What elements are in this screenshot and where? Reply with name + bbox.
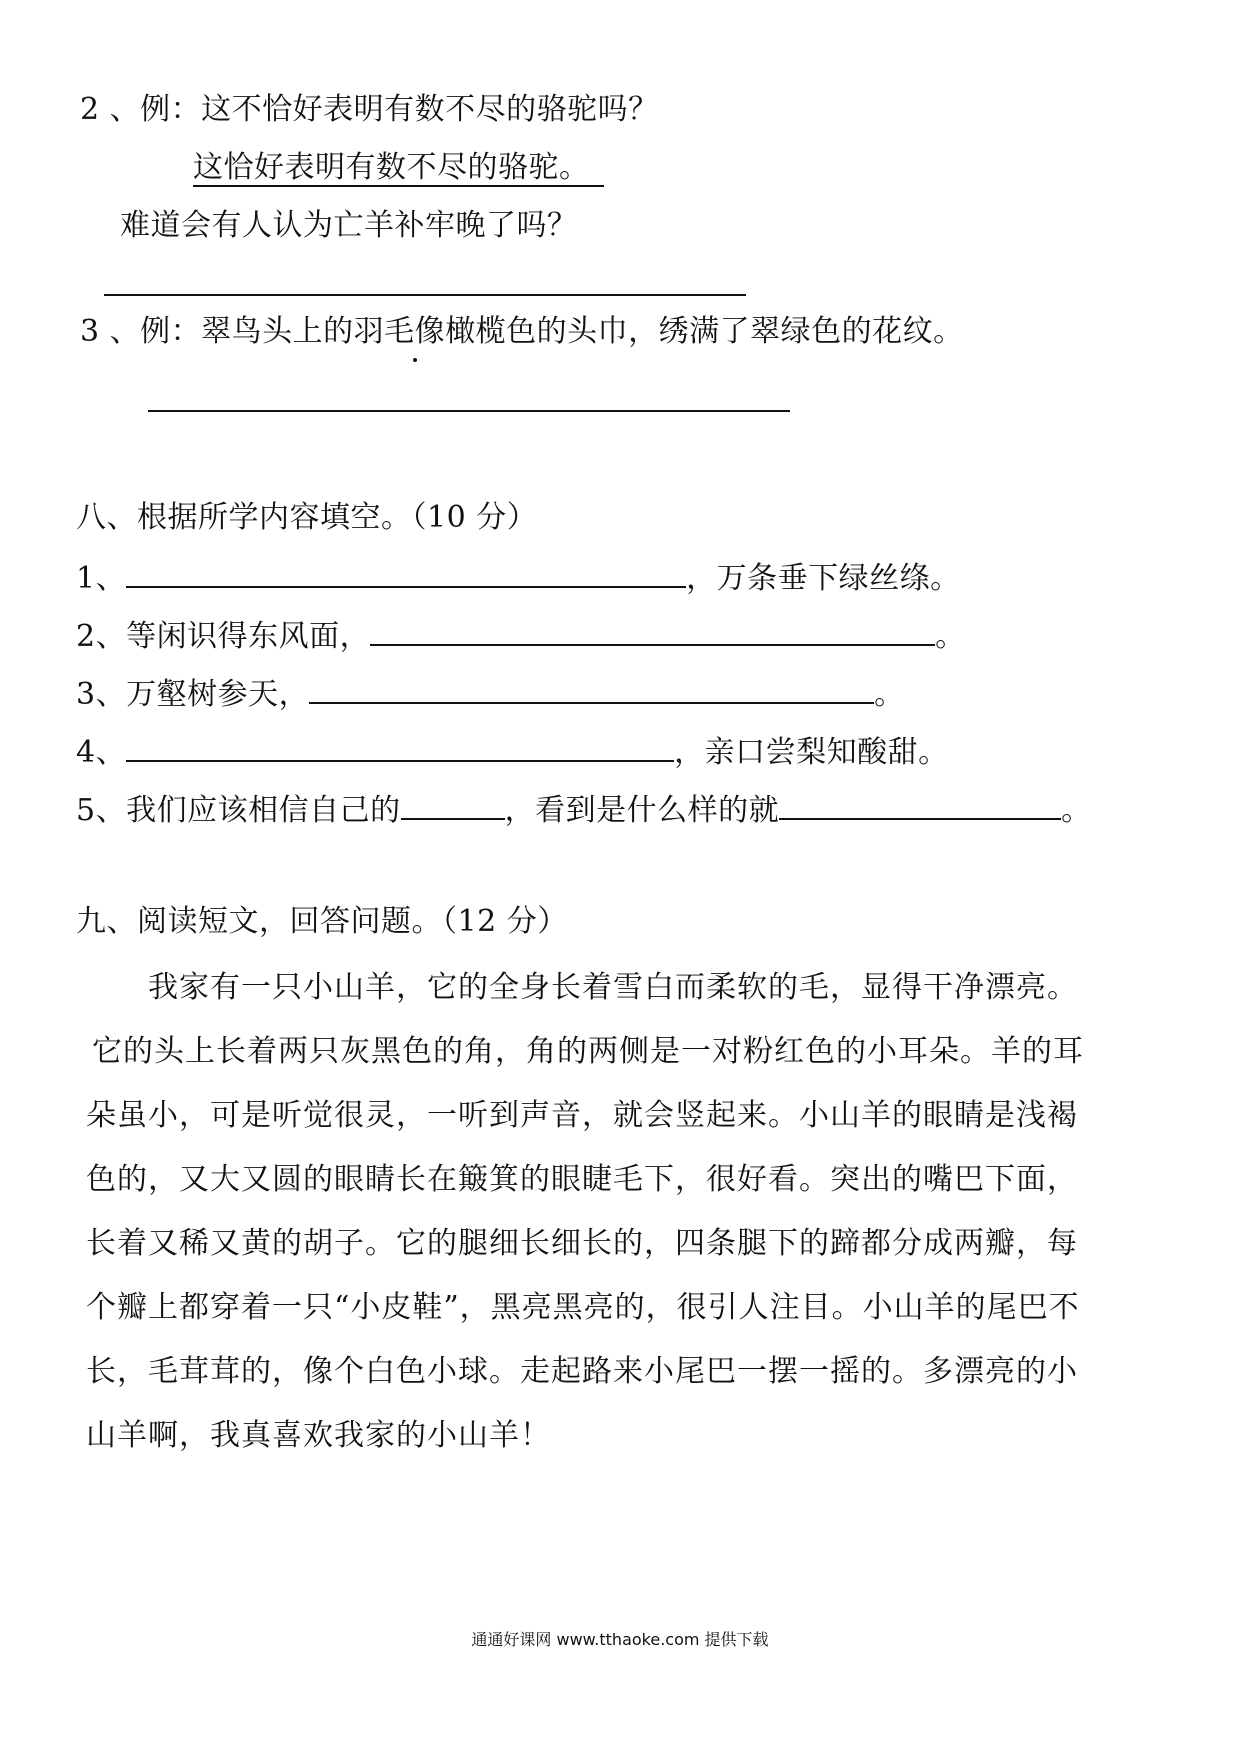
fill-item-suffix: ，万条垂下绿丝绦。	[686, 561, 961, 596]
q2-example-sentence: 这不恰好表明有数不尽的骆驼吗？	[201, 92, 659, 127]
footer-credit: 通通好课网 www.tthaoke.com 提供下载	[471, 1630, 769, 1649]
passage-line: 长着又稀又黄的胡子。它的腿细长细长的，四条腿下的蹄都分成两瓣，每	[86, 1226, 1078, 1261]
fill-item-prefix: 万壑树参天，	[126, 677, 310, 712]
fill-blank[interactable]	[126, 556, 686, 588]
fill-item-5	[76, 788, 1092, 831]
emphasis-dot	[413, 358, 417, 362]
q3-answer-blank[interactable]	[148, 410, 790, 412]
q3-label: 3 、例：	[80, 314, 202, 349]
q2-answer-blank[interactable]	[104, 294, 746, 296]
q2-task-sentence: 难道会有人认为亡羊补牢晚了吗？	[120, 208, 578, 243]
section8-title	[76, 498, 537, 538]
q3-example-sentence: 翠鸟头上的羽毛像橄榄色的头巾，绣满了翠绿色的花纹。	[201, 314, 964, 349]
passage-line: 我家有一只小山羊，它的全身长着雪白而柔软的毛，显得干净漂亮。	[148, 970, 1078, 1005]
fill-item-suffix: 。	[935, 619, 966, 654]
fill-blank[interactable]	[126, 730, 674, 762]
section9-title-text: 九、阅读短文，回答问题。（12 分）	[76, 904, 568, 939]
passage-line: 山羊啊，我真喜欢我家的小山羊！	[86, 1418, 551, 1453]
fill-blank[interactable]	[401, 788, 505, 820]
q2-task-line	[120, 206, 578, 246]
fill-item-suffix: 。	[1061, 793, 1092, 828]
fill-item-number: 5、	[76, 793, 127, 828]
q2-example-answer: 这恰好表明有数不尽的骆驼。	[193, 150, 604, 187]
passage-line: 它的头上长着两只灰黑色的角，角的两侧是一对粉红色的小耳朵。羊的耳	[92, 1034, 1084, 1069]
fill-item-2	[76, 614, 966, 657]
fill-item-number: 4、	[76, 735, 127, 770]
fill-item-prefix: 我们应该相信自己的	[126, 793, 401, 828]
fill-item-suffix: ，亲口尝梨知酸甜。	[674, 735, 949, 770]
fill-item-number: 3、	[76, 677, 127, 712]
fill-item-4	[76, 730, 949, 773]
passage-line: 朵虽小，可是听觉很灵，一听到声音，就会竖起来。小山羊的眼睛是浅褐	[86, 1098, 1078, 1133]
fill-item-1	[76, 556, 961, 599]
passage-line: 长，毛茸茸的，像个白色小球。走起路来小尾巴一摆一摇的。多漂亮的小	[86, 1354, 1078, 1389]
fill-item-suffix: 。	[874, 677, 905, 712]
fill-blank[interactable]	[309, 672, 874, 704]
reading-passage	[86, 956, 1166, 1468]
fill-item-number: 1、	[76, 561, 127, 596]
q2-label: 2 、例：	[80, 92, 202, 127]
passage-line: 色的，又大又圆的眼睛长在簸箕的眼睫毛下，很好看。突出的嘴巴下面，	[86, 1162, 1078, 1197]
fill-item-number: 2、	[76, 619, 127, 654]
fill-item-middle: ，看到是什么样的就	[504, 793, 780, 828]
fill-item-3	[76, 672, 905, 715]
fill-blank[interactable]	[370, 614, 935, 646]
passage-line: 个瓣上都穿着一只“小皮鞋”，黑亮黑亮的，很引人注目。小山羊的尾巴不	[86, 1290, 1080, 1325]
section8-title-text: 八、根据所学内容填空。（10 分）	[76, 500, 538, 535]
q2-example-line	[80, 90, 659, 130]
fill-blank[interactable]	[779, 788, 1061, 820]
fill-item-prefix: 等闲识得东风面，	[126, 619, 371, 654]
section9-title	[76, 902, 568, 942]
q2-answer-line	[193, 148, 604, 188]
q3-example-line	[80, 312, 964, 352]
